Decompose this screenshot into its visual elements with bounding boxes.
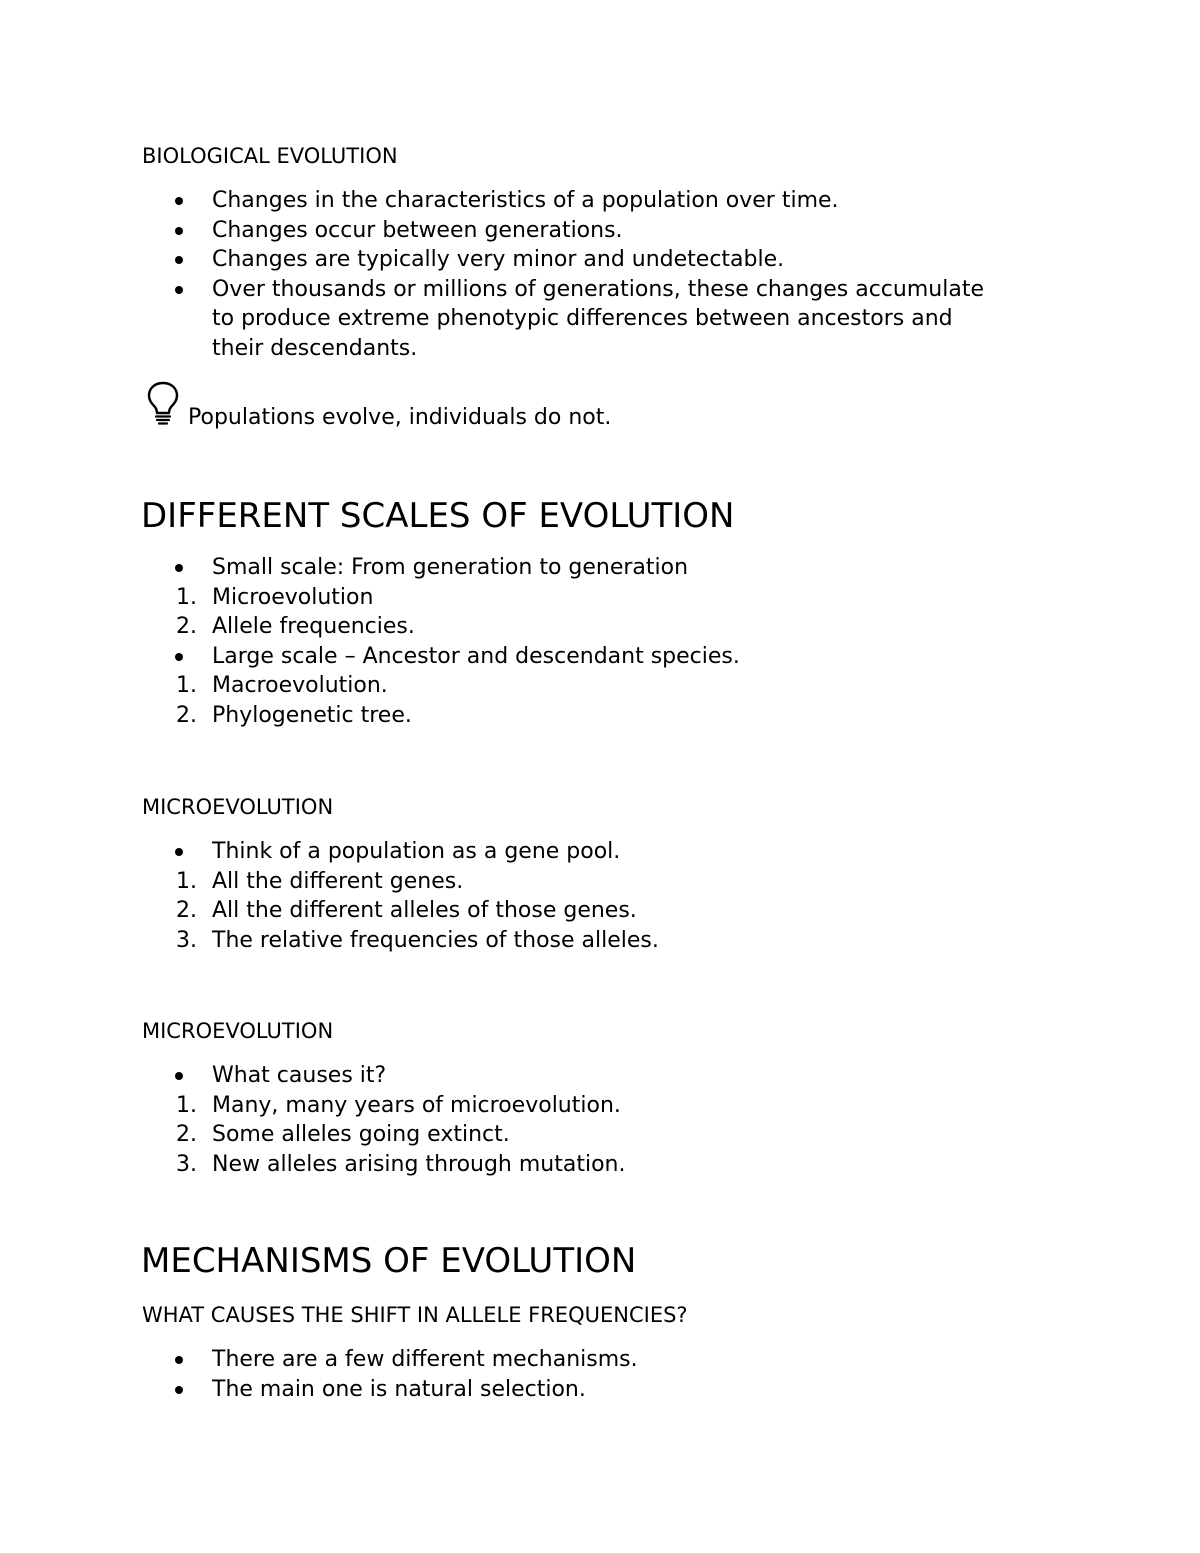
list-item-text-line: Over thousands or millions of generations, these changes accumulate: [212, 276, 984, 302]
list-item-text: Many, many years of microevolution.: [212, 1092, 621, 1118]
list-item: [142, 275, 984, 364]
list-item: [142, 701, 740, 731]
section-title-biological-evolution: BIOLOGICAL EVOLUTION: [142, 144, 398, 168]
bullet-marker: [175, 197, 183, 205]
number-marker: 1.: [176, 673, 197, 699]
list-item: [142, 583, 740, 613]
list-item: [142, 642, 740, 672]
list-item: [142, 1061, 626, 1091]
list-item-text: The relative frequencies of those alleles.: [212, 927, 659, 953]
bullet-marker: [175, 1356, 183, 1364]
list-item-text: New alleles arising through mutation.: [212, 1151, 626, 1177]
list-item: [142, 186, 984, 216]
section-title-microevolution: MICROEVOLUTION: [142, 795, 334, 819]
number-marker: 3.: [176, 927, 197, 953]
bullet-marker: [175, 227, 183, 235]
list-item: [142, 1091, 626, 1121]
lightbulb-icon: [146, 380, 180, 426]
section-title-microevolution-causes: MICROEVOLUTION: [142, 1019, 334, 1043]
list-item-text: All the different genes.: [212, 868, 464, 894]
list-item-text: Think of a population as a gene pool.: [212, 839, 621, 864]
list-item: [142, 612, 740, 642]
bullet-marker: [175, 848, 183, 856]
bullet-marker: [175, 564, 183, 572]
list-item: [142, 245, 984, 275]
list-item: [142, 671, 740, 701]
microevolution-causes-list: [142, 1061, 626, 1179]
number-marker: 2.: [176, 702, 197, 728]
list-item-text-line: their descendants.: [212, 335, 418, 361]
list-item: [142, 1375, 638, 1405]
number-marker: 1.: [176, 868, 197, 894]
list-item: [142, 1150, 626, 1180]
section-heading-mechanisms: MECHANISMS OF EVOLUTION: [141, 1241, 637, 1281]
mechanisms-list: [142, 1345, 638, 1404]
scales-list: [142, 553, 740, 731]
number-marker: 1.: [176, 1092, 197, 1118]
tip-text: Populations evolve, individuals do not.: [188, 405, 612, 430]
list-item-text: Microevolution: [212, 584, 374, 610]
number-marker: 2.: [176, 1122, 197, 1148]
list-item-text: Changes occur between generations.: [212, 217, 623, 243]
list-item: [142, 896, 659, 926]
list-item-text: Small scale: From generation to generation: [212, 555, 689, 580]
list-item-text: Some alleles going extinct.: [212, 1122, 510, 1148]
list-item-text: Macroevolution.: [212, 673, 388, 699]
bullet-marker: [175, 1386, 183, 1394]
list-item-text: What causes it?: [212, 1063, 387, 1088]
number-marker: 2.: [176, 898, 197, 924]
microevolution-list: [142, 837, 659, 955]
list-item-text-line: to produce extreme phenotypic differences between ancestors and: [212, 306, 953, 332]
list-item: [142, 926, 659, 956]
list-item-text: Changes in the characteristics of a population over time.: [212, 188, 839, 213]
number-marker: 3.: [176, 1151, 197, 1177]
bullet-marker: [175, 1072, 183, 1080]
number-marker: 2.: [176, 614, 197, 640]
section-subheading-allele-shift: WHAT CAUSES THE SHIFT IN ALLELE FREQUENCIES?: [142, 1303, 688, 1327]
list-item-text: All the different alleles of those genes.: [212, 898, 637, 924]
list-item-text: Large scale – Ancestor and descendant species.: [212, 643, 740, 669]
section-heading-scales: DIFFERENT SCALES OF EVOLUTION: [141, 496, 735, 536]
bullet-marker: [175, 286, 183, 294]
list-item: [142, 216, 984, 246]
list-item-text: Phylogenetic tree.: [212, 702, 412, 728]
list-item-text: There are a few different mechanisms.: [212, 1347, 638, 1372]
list-item-text: Allele frequencies.: [212, 614, 415, 640]
list-item: [142, 553, 740, 583]
bullet-marker: [175, 653, 183, 661]
list-item: [142, 867, 659, 897]
list-item: [142, 1345, 638, 1375]
bullet-marker: [175, 256, 183, 264]
list-item-text: The main one is natural selection.: [212, 1376, 586, 1402]
number-marker: 1.: [176, 584, 197, 610]
list-item: [142, 837, 659, 867]
list-item-text: Changes are typically very minor and undetectable.: [212, 247, 785, 273]
list-item: [142, 1120, 626, 1150]
biological-evolution-list: [142, 186, 984, 364]
